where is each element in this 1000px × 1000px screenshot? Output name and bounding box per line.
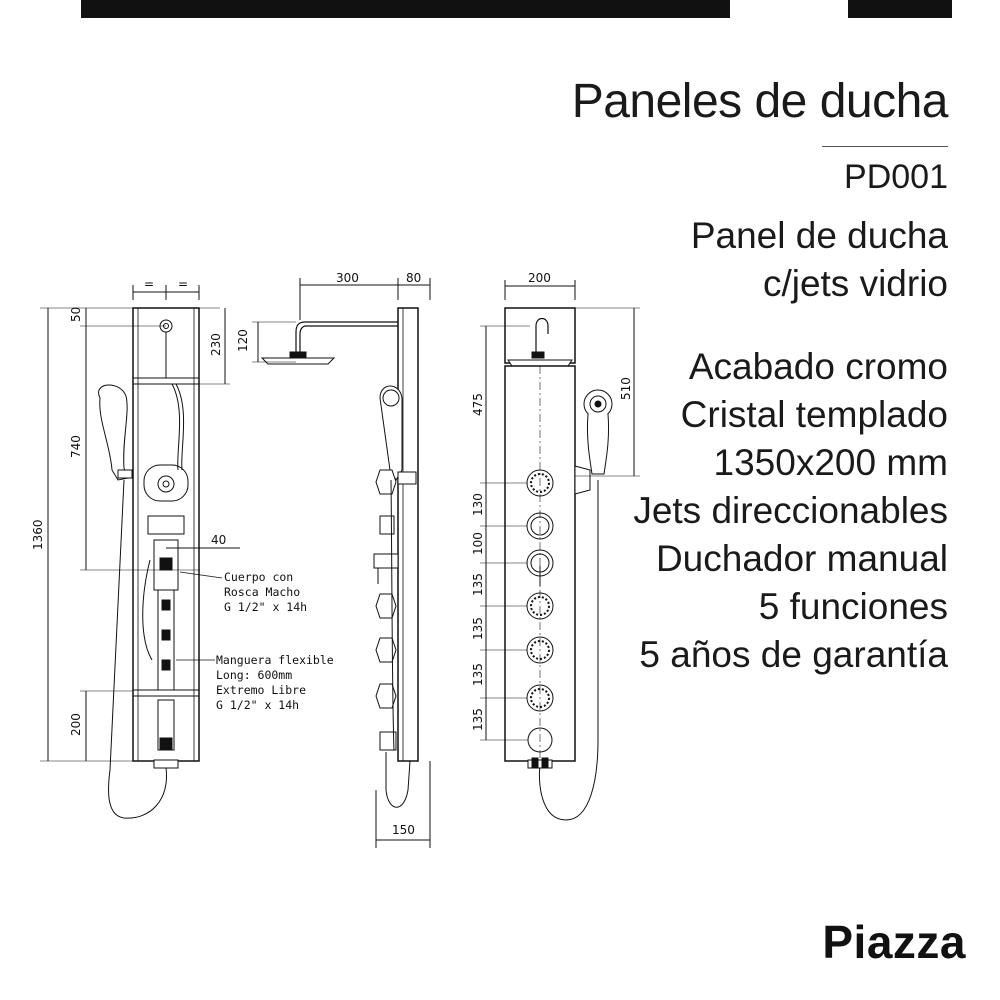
dim-200-rear: 200	[528, 271, 551, 285]
dim-510: 510	[619, 377, 633, 400]
side-view	[252, 278, 430, 848]
rear-view-labels	[471, 271, 633, 731]
dim-135: 135	[471, 573, 485, 596]
product-code: PD001	[844, 158, 948, 196]
dim-300: 300	[336, 271, 359, 285]
feature-item: 5 funciones	[758, 586, 948, 627]
feature-item: 1350x200 mm	[713, 442, 948, 483]
brand-logo: Piazza	[822, 916, 966, 968]
feature-item: 5 años de garantía	[639, 634, 948, 675]
note-hose: Manguera flexible	[216, 653, 334, 667]
note-hose: Extremo Libre	[216, 683, 307, 697]
dim-135: 135	[471, 708, 485, 731]
description-line: Panel de ducha	[690, 215, 948, 256]
note-hose: G 1/2" x 14h	[216, 698, 300, 712]
dim-135: 135	[471, 663, 485, 686]
dim-equal-left: =	[144, 277, 155, 291]
dim-135: 135	[471, 617, 485, 640]
dim-475: 475	[471, 393, 485, 416]
feature-item: Cristal templado	[680, 394, 948, 435]
dim-1360: 1360	[31, 519, 45, 550]
dim-80: 80	[406, 271, 422, 285]
dim-130: 130	[471, 493, 485, 516]
description-line: c/jets vidrio	[762, 263, 948, 304]
note-body: Rosca Macho	[224, 585, 301, 599]
dim-equal-right: =	[178, 277, 189, 291]
dim-150: 150	[392, 823, 415, 837]
dim-740: 740	[69, 435, 83, 458]
front-view-labels	[31, 277, 334, 736]
feature-item: Duchador manual	[655, 538, 948, 579]
feature-item: Jets direccionables	[633, 490, 948, 531]
dim-50: 50	[69, 306, 83, 322]
dim-40: 40	[211, 533, 227, 547]
feature-item: Acabado cromo	[688, 346, 948, 387]
dim-230: 230	[209, 333, 223, 356]
dim-120: 120	[236, 329, 250, 352]
rear-view	[480, 280, 640, 820]
dim-100: 100	[471, 532, 485, 555]
front-view	[40, 285, 240, 818]
note-hose: Long: 600mm	[216, 668, 293, 682]
page-title: Paneles de ducha	[571, 75, 948, 128]
note-body: G 1/2" x 14h	[224, 600, 308, 614]
dim-200-front: 200	[69, 713, 83, 736]
note-body: Cuerpo con	[224, 570, 294, 584]
